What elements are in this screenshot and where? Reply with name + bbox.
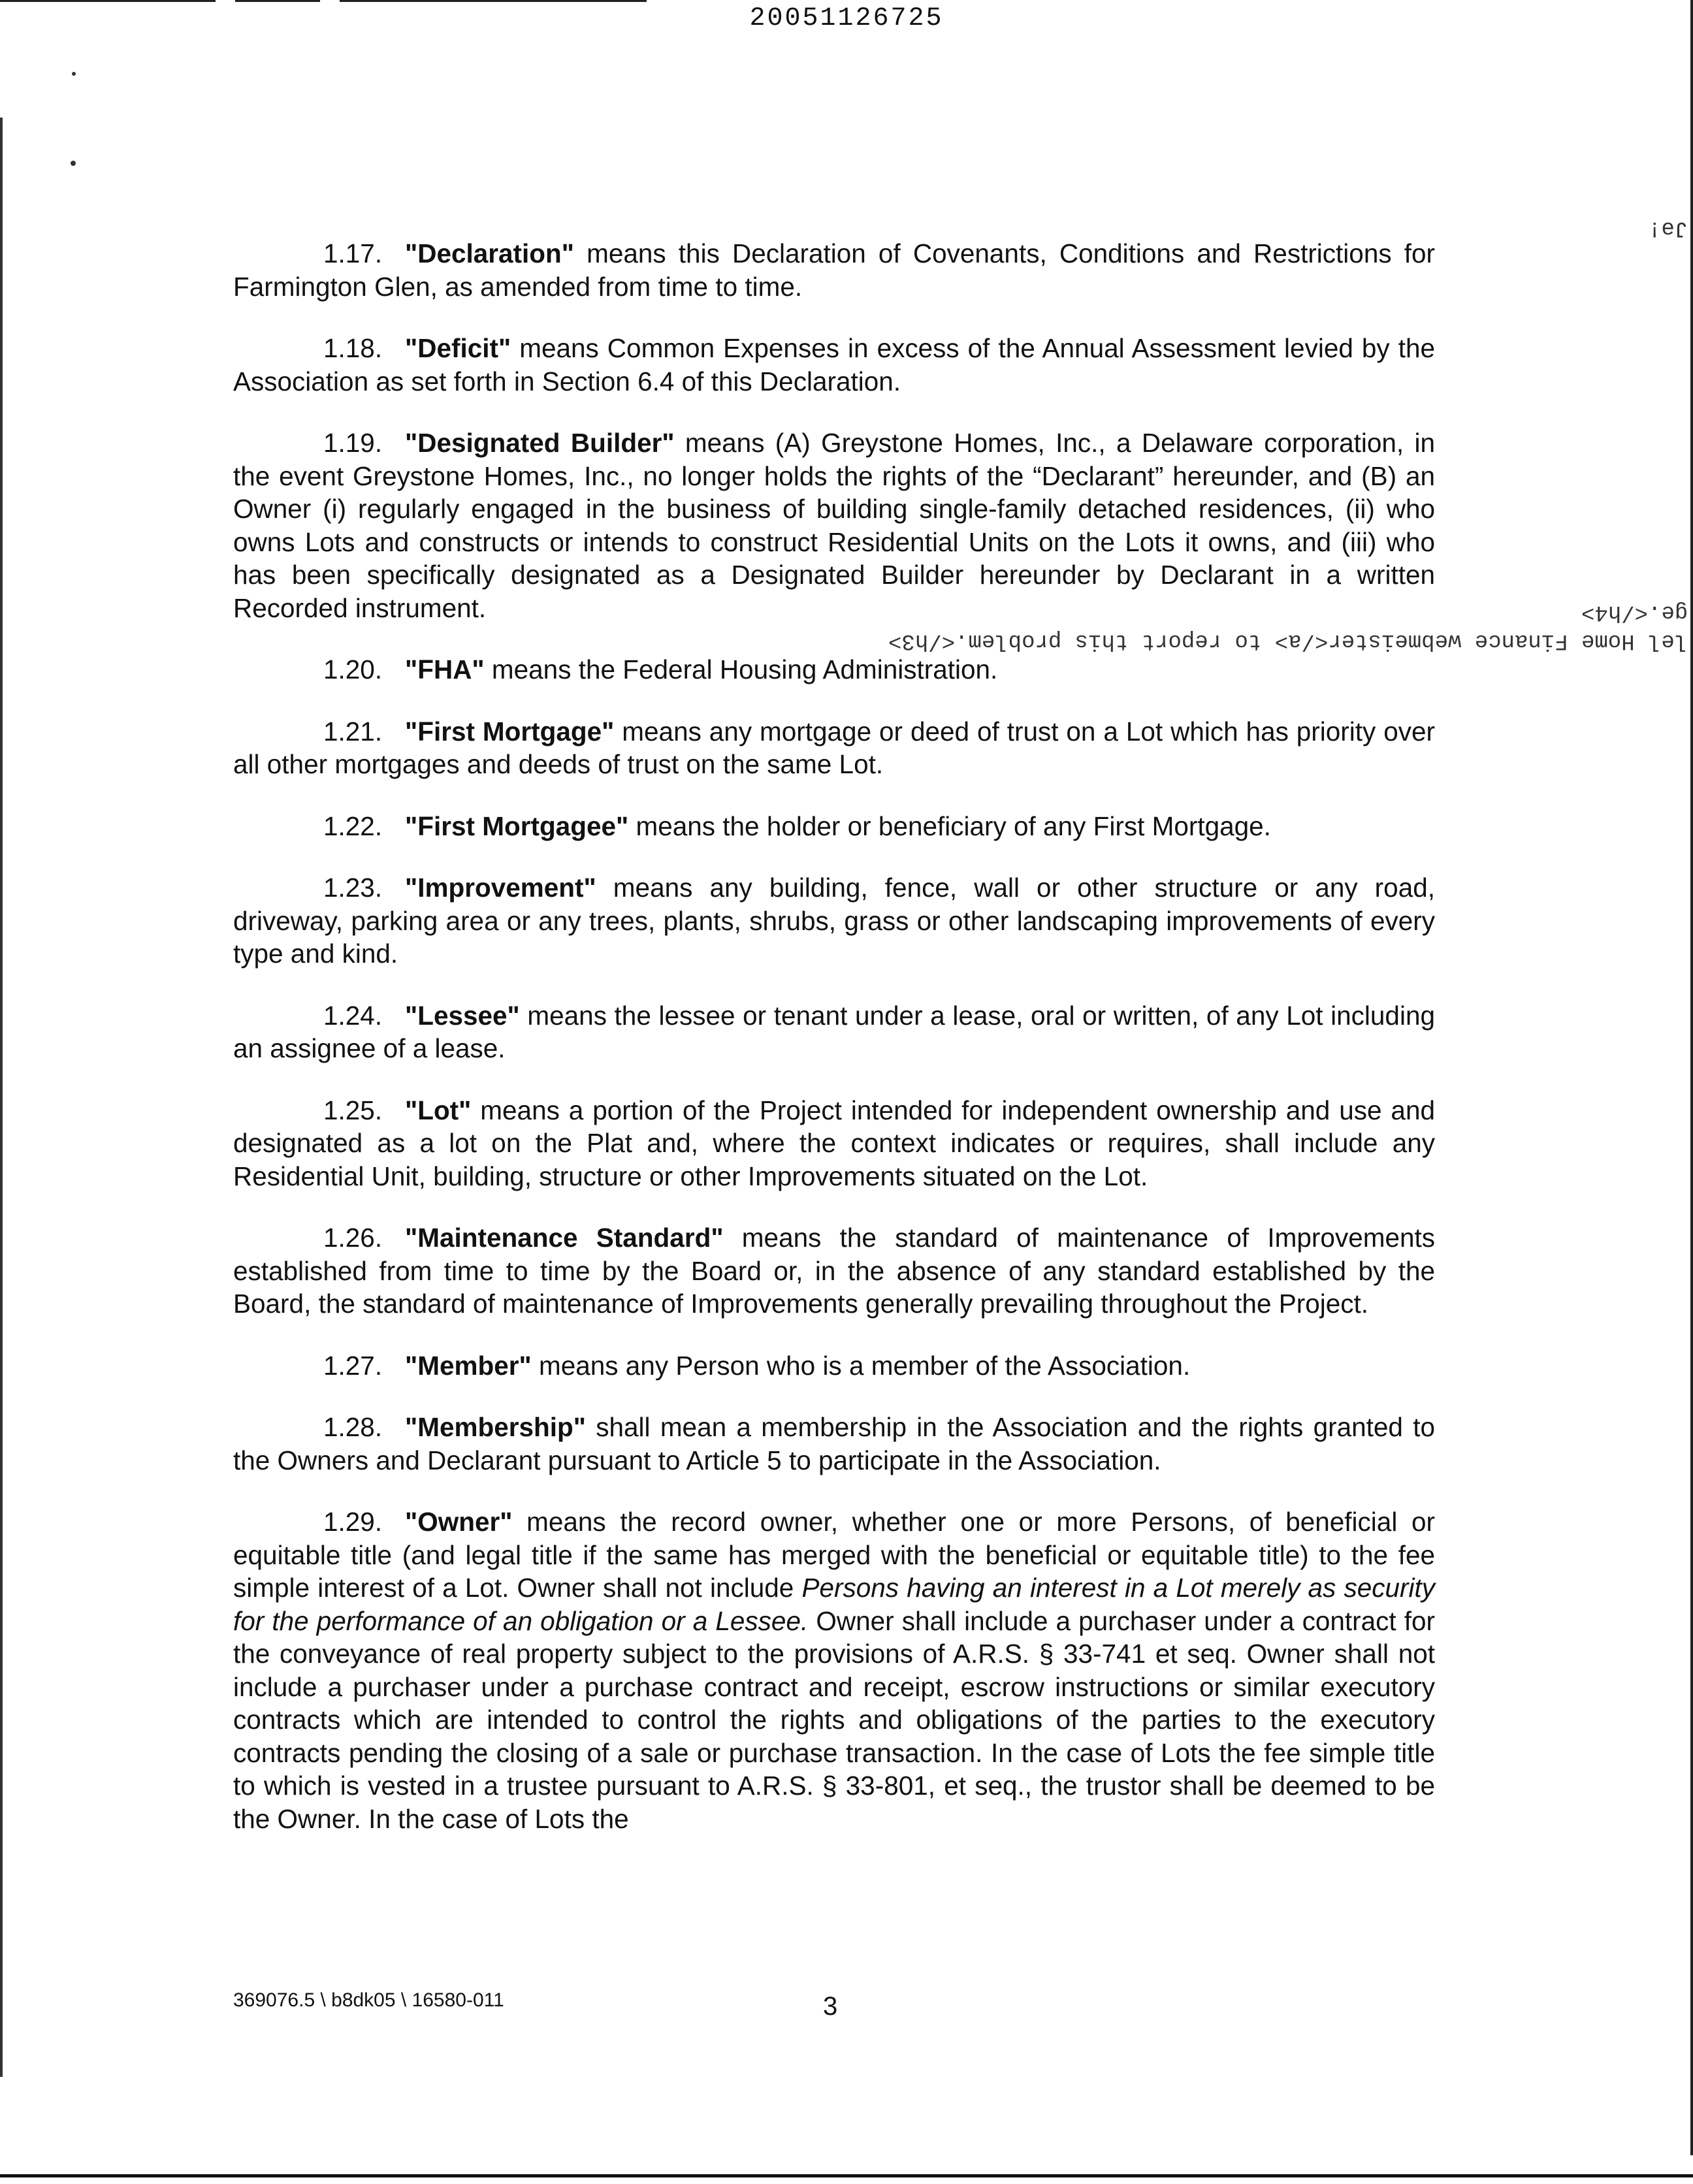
top-scan-rules xyxy=(0,0,653,3)
document-number: 20051126725 xyxy=(749,4,944,33)
definition-1-29: 1.29. "Owner" means the record owner, whether one or more Persons, of beneficial or equitable title (and legal title if the same has merged with the beneficial or equitable title) to the fee simple interest of a Lot. Owner shall not include Persons having an interest in a Lot merely as security for the performance of an obligation or a Lessee. Owner shall include a purchaser under a contract for the conveyance of real property subject to the provisions of A.R.S. § 33-741 et seq. Owner shall not include a purchaser under a purchase contract and receipt, escrow instructions or similar executory contracts which are intended to control the rights and obligations of the parties to the executory contracts pending the closing of a sale or purchase transaction. In the case of Lots the fee simple title to which is vested in a trustee pursuant to A.R.S. § 33-801, et seq., the trustor shall be deemed to be the Owner. In the case of Lots the xyxy=(233,1507,1435,1834)
right-scan-edge xyxy=(1690,0,1693,2155)
footer-document-id: 369076.5 \ b8dk05 \ 16580-011 xyxy=(233,1989,504,2011)
scan-artifact-fragment: Jə! xyxy=(1647,216,1688,240)
scan-rule xyxy=(340,0,647,2)
scan-rule xyxy=(0,0,216,2)
definition-1-27: 1.27. "Member" means any Person who is a member of the Association. xyxy=(323,1350,1191,1381)
left-scan-edge xyxy=(0,118,3,2077)
scan-rule xyxy=(235,0,320,2)
definition-1-19: 1.19. "Designated Builder" means (A) Greystone Homes, Inc., a Delaware corporation, in the event Greystone Homes, Inc., no longer holds the rights of the “Declarant” hereunder, and (B) an Owner (i) regularly engaged in the business of building single-family detached residences, (ii) who owns Lots and constructs or intends to construct Residential Units on the Lots it owns, and (iii) who has been specifically designated as a Designated Builder hereunder by Declarant in a written Recorded instrument. xyxy=(233,428,1435,623)
definition-1-20: 1.20. "FHA" means the Federal Housing Administration. xyxy=(323,654,998,684)
scan-artifact-line: lel Home Finance webmeister</a> to report this problem.</h3> xyxy=(888,628,1688,653)
definition-1-28: 1.28. "Membership" shall mean a membership in the Association and the rights granted to the Owners and Declarant pursuant to Article 5 to participate in the Association. xyxy=(233,1412,1435,1475)
definition-1-26: 1.26. "Maintenance Standard" means the standard of maintenance of Improvements established from time to time by the Board or, in the absence of any standard established by the Board, the standard of maintenance of Improvements generally prevailing throughout the Project. xyxy=(233,1223,1436,1319)
definition-1-24: 1.24. "Lessee" means the lessee or tenant under a lease, oral or written, of any Lot including an assignee of a lease. xyxy=(233,1000,1435,1063)
scan-speck xyxy=(71,161,76,166)
definition-1-25: 1.25. "Lot" means a portion of the Project intended for independent ownership and use and designated as a lot on the Plat and, where the context indicates or requires, shall include any Residential Unit, building, structure or other Improvements situated on the Lot. xyxy=(233,1095,1435,1191)
bottom-scan-edge xyxy=(0,2174,1693,2177)
definition-1-18: 1.18. "Deficit" means Common Expenses in excess of the Annual Assessment levied by the Association as set forth in Section 6.4 of this Declaration. xyxy=(233,333,1435,396)
definition-1-23: 1.23. "Improvement" means any building, fence, wall or other structure or any road, driveway, parking area or any trees, plants, shrubs, grass or other landscaping improvements of every type and kind. xyxy=(233,873,1435,969)
definitions-body xyxy=(233,237,1435,1864)
definition-1-21: 1.21. "First Mortgage" means any mortgage or deed of trust on a Lot which has priority over all other mortgages and deeds of trust on the same Lot. xyxy=(233,716,1436,779)
page-number: 3 xyxy=(823,1992,838,2021)
definition-1-17: 1.17. "Declaration" means this Declaration of Covenants, Conditions and Restrictions for Farmington Glen, as amended from time to time. xyxy=(233,238,1435,302)
definition-1-22: 1.22. "First Mortgagee" means the holder or beneficiary of any First Mortgage. xyxy=(323,811,1271,841)
scan-artifact-line: ge.</h4> xyxy=(1581,600,1688,624)
scan-speck xyxy=(72,72,76,76)
